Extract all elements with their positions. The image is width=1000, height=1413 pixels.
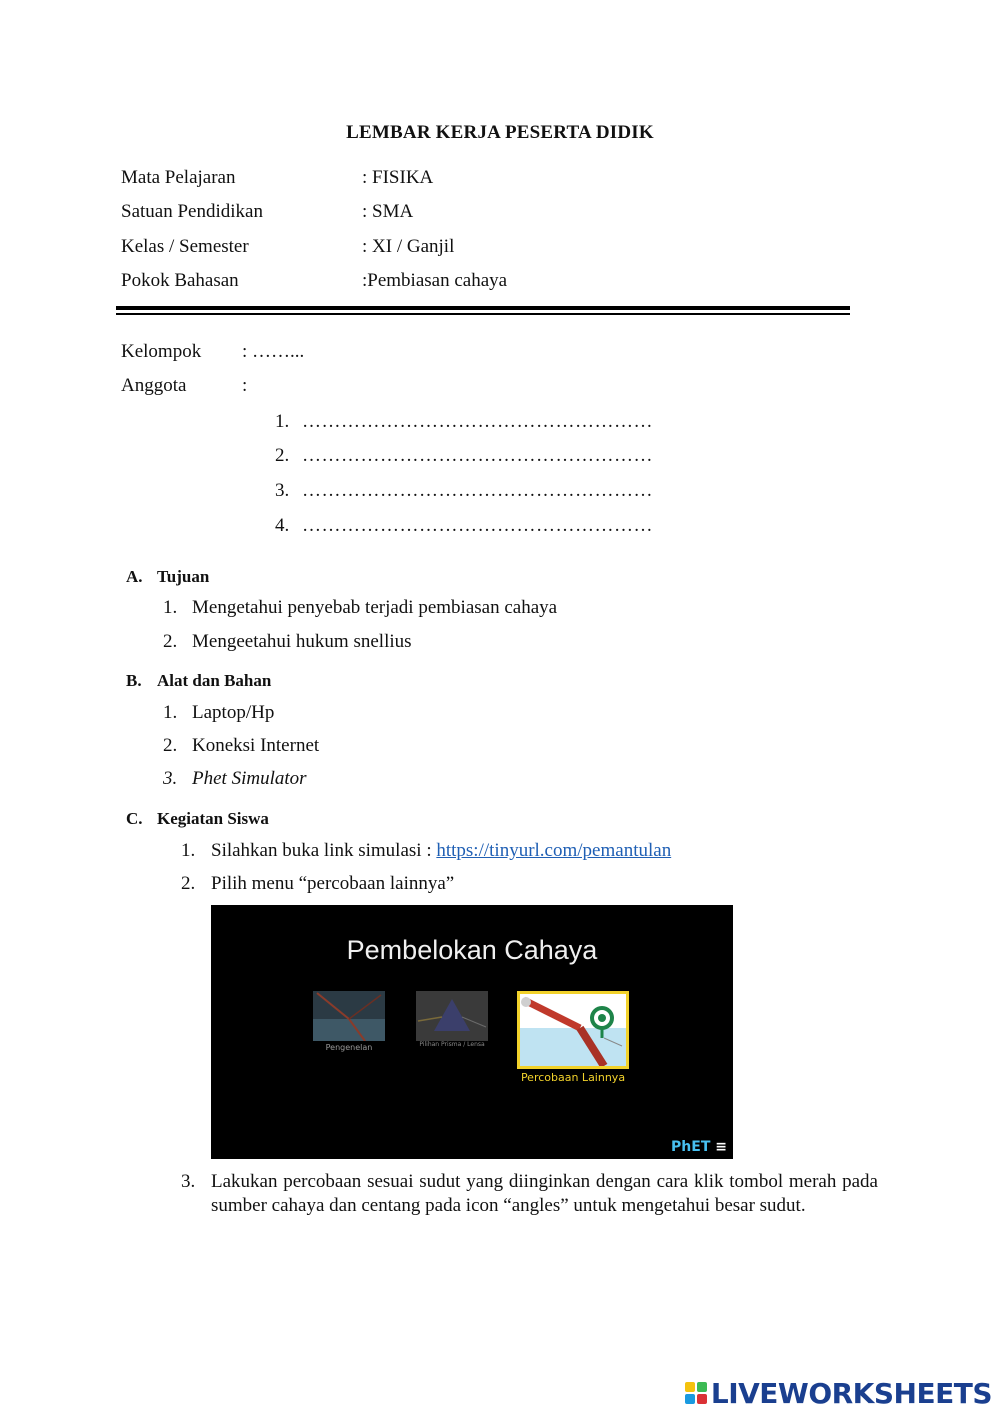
sim-title: Pembelokan Cahaya (346, 935, 598, 965)
sim-option-intro[interactable] (313, 991, 385, 1041)
info-value-subject: : FISIKA (362, 167, 434, 188)
phet-brand-text: PhET (671, 1139, 711, 1155)
members-label: Anggota (121, 375, 187, 396)
sim-option-caption: Pengenelan (325, 1043, 373, 1052)
list-item-number: 1. (163, 597, 178, 618)
list-item: Laptop/Hp (192, 702, 275, 723)
members-colon: : (242, 375, 248, 396)
liveworksheets-branding (685, 1376, 992, 1410)
step-text (181, 1170, 878, 1218)
section-title-activities: Kegiatan Siswa (157, 809, 269, 828)
hamburger-menu-icon[interactable]: ≡ (715, 1139, 727, 1155)
phet-logo (671, 1139, 727, 1155)
section-letter-a: A. (126, 567, 143, 586)
list-item: Koneksi Internet (192, 735, 320, 756)
simulation-screenshot (211, 905, 733, 1159)
list-item-number: 2. (163, 735, 178, 756)
member-number: 2. (275, 445, 290, 466)
group-label: Kelompok (121, 341, 202, 362)
sim-option-prism[interactable] (416, 991, 488, 1041)
step-number: 2. (181, 873, 196, 894)
info-value-topic: :Pembiasan cahaya (362, 270, 508, 291)
laser-thumbnail-icon (520, 994, 626, 1066)
list-item: Phet Simulator (192, 768, 307, 789)
info-value-class: : XI / Ganjil (362, 236, 455, 257)
list-item-number: 3. (163, 768, 178, 789)
member-blank[interactable]: ……………………………………………… (302, 515, 653, 536)
info-label-subject: Mata Pelajaran (121, 167, 236, 188)
list-item: Mengeetahui hukum snellius (192, 631, 412, 652)
step-text: Pilih menu “percobaan lainnya” (211, 873, 455, 894)
list-item-number: 2. (163, 631, 178, 652)
list-item-number: 1. (163, 702, 178, 723)
section-letter-b: B. (126, 671, 142, 690)
header-divider-thick (116, 306, 850, 310)
sim-option-caption-selected: Percobaan Lainnya (520, 1071, 626, 1084)
info-label-class: Kelas / Semester (121, 236, 249, 257)
section-title-tools: Alat dan Bahan (157, 671, 272, 690)
step-number: 3. (181, 1171, 196, 1192)
prism-thumbnail-icon (416, 991, 488, 1041)
member-blank[interactable]: ……………………………………………… (302, 480, 653, 501)
member-number: 4. (275, 515, 290, 536)
member-blank[interactable]: ……………………………………………… (302, 445, 653, 466)
section-title-goals: Tujuan (157, 567, 210, 586)
member-number: 3. (275, 480, 290, 501)
sim-option-caption: Pilihan Prisma / Lensa (419, 1041, 485, 1048)
info-label-topic: Pokok Bahasan (121, 270, 239, 291)
sim-option-more-experiments[interactable] (517, 991, 629, 1069)
step-text-prefix: Silahkan buka link simulasi : (211, 840, 437, 861)
step-text-body: Lakukan percobaan sesuai sudut yang diinginkan dengan cara klik tombol merah pada sumber cahaya dan centang pada icon “angles” untuk mengetahui besar sudut. (211, 1171, 878, 1216)
member-blank[interactable]: ……………………………………………… (302, 411, 653, 432)
worksheet-title: LEMBAR KERJA PESERTA DIDIK (346, 122, 654, 143)
simulation-link[interactable]: https://tinyurl.com/pemantulan (436, 840, 672, 861)
info-value-school: : SMA (362, 201, 414, 222)
member-number: 1. (275, 411, 290, 432)
step-number: 1. (181, 840, 196, 861)
list-item: Mengetahui penyebab terjadi pembiasan cahaya (192, 597, 558, 618)
section-letter-c: C. (126, 809, 143, 828)
header-divider-thin (116, 313, 850, 315)
step-text (211, 840, 671, 862)
liveworksheets-text: LIVEWORKSHEETS (710, 1376, 992, 1410)
refraction-thumbnail-icon (313, 991, 385, 1041)
liveworksheets-logo-icon (685, 1382, 707, 1404)
group-value: : ……... (242, 341, 305, 362)
info-label-school: Satuan Pendidikan (121, 201, 263, 222)
